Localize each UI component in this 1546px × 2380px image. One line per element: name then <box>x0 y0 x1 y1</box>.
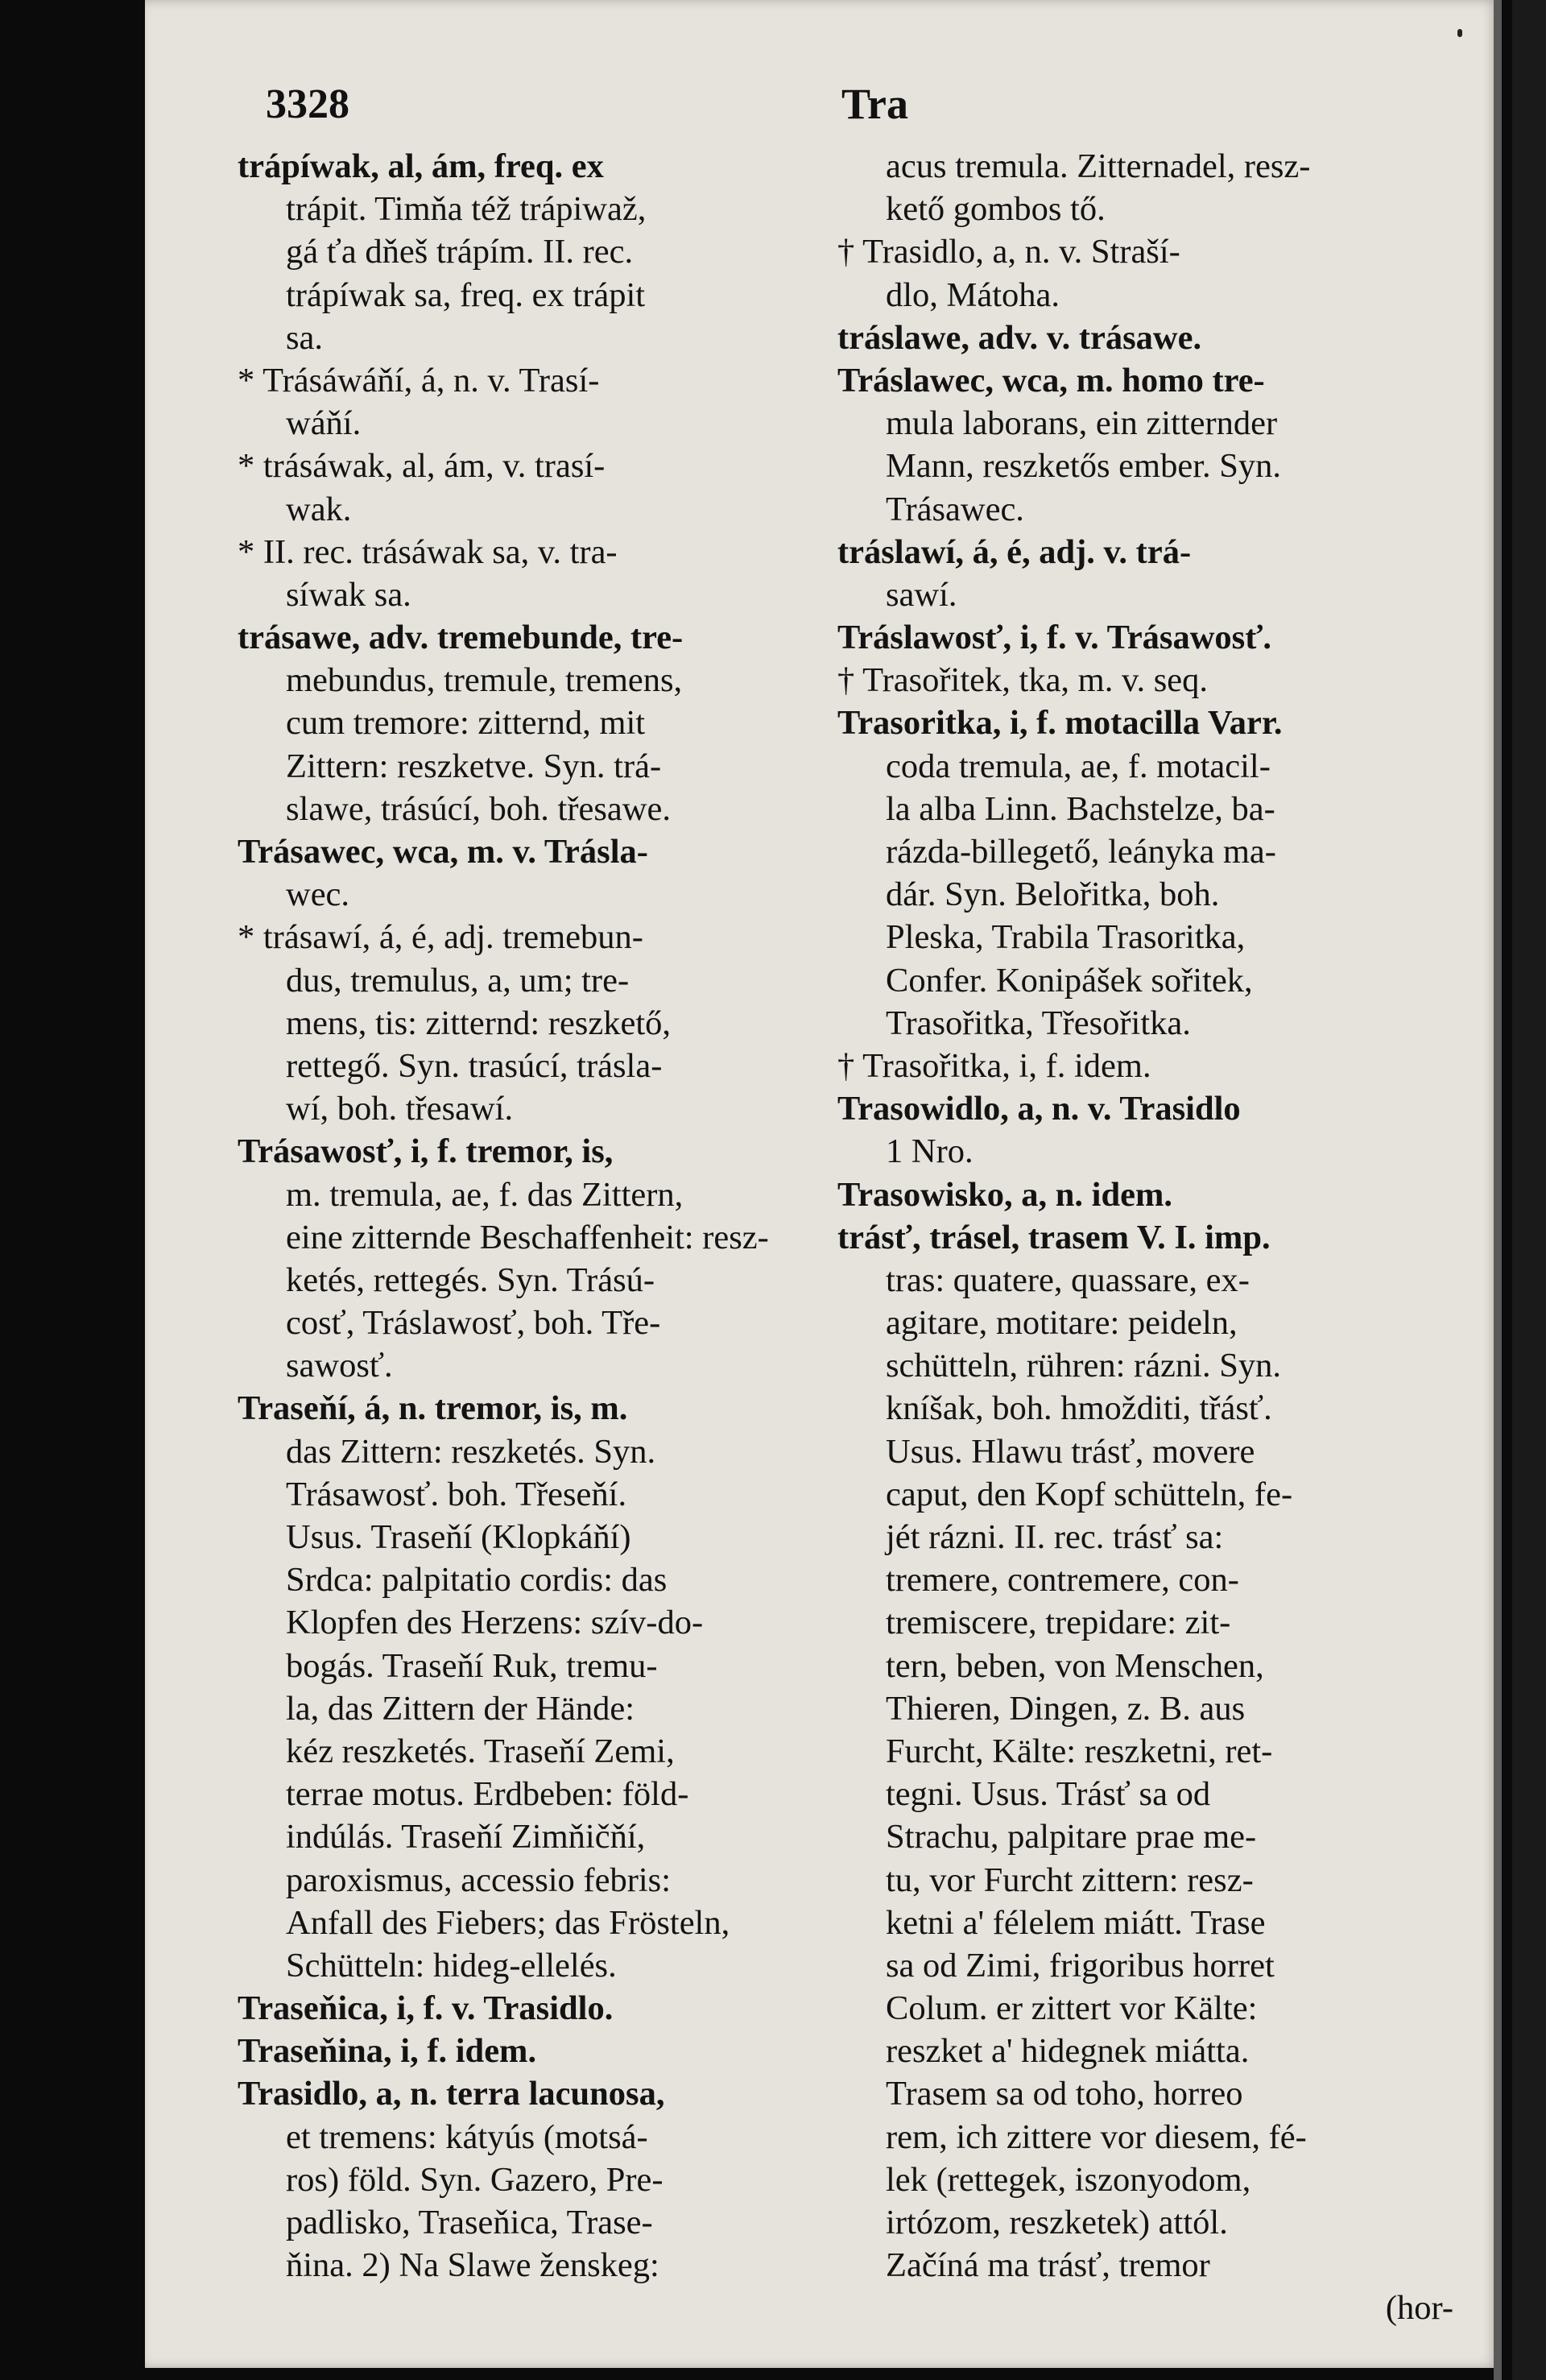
entry-line: Colum. er zittert vor Kälte: <box>886 1989 1258 2028</box>
entry-line: tegni. Usus. Trásť sa od <box>886 1775 1211 1814</box>
entry-line: Mann, reszketős ember. Syn. <box>886 447 1282 486</box>
entry-headline: trásawe, adv. tremebunde, tre- <box>238 619 684 657</box>
entry-line: trápit. Timňa též trápiwaž, <box>286 190 647 229</box>
entry-line: Pleska, Trabila Trasoritka, <box>886 918 1246 957</box>
entry-line: síwak sa. <box>286 575 411 614</box>
entry-line: wak. <box>286 490 352 528</box>
entry-line: mebundus, tremule, tremens, <box>286 661 683 700</box>
entry-line: ketés, rettegés. Syn. Trású- <box>286 1260 655 1299</box>
entry-headline: Traseňica, i, f. v. Trasidlo. <box>238 1989 614 2028</box>
entry-line: Thieren, Dingen, z. B. aus <box>886 1689 1246 1728</box>
entry-line: tremiscere, trepidare: zit- <box>886 1604 1231 1642</box>
entry-line: bogás. Traseňí Ruk, tremu- <box>286 1646 658 1685</box>
entry-line: schütteln, rühren: rázni. Syn. <box>886 1347 1281 1385</box>
entry-line: Trásawosť. boh. Třeseňí. <box>286 1475 627 1513</box>
page-number: 3328 <box>266 81 349 127</box>
entry-headline: Trasoritka, i, f. motacilla Varr. <box>837 704 1283 743</box>
entry-line: wec. <box>286 875 350 914</box>
entry-line: gá ťa dňeš trápím. II. rec. <box>286 233 634 271</box>
entry-line: das Zittern: reszketés. Syn. <box>286 1432 656 1471</box>
entry-line: ňina. 2) Na Slawe ženskeg: <box>286 2246 659 2285</box>
entry-line: m. tremula, ae, f. das Zittern, <box>286 1175 684 1214</box>
entry-headline: Traseňina, i, f. idem. <box>238 2032 537 2071</box>
entry-line: wí, boh. třesawí. <box>286 1090 514 1128</box>
page-edge <box>1494 0 1502 2380</box>
entry-headline: Tráslawec, wca, m. homo tre- <box>837 361 1265 399</box>
entry-headline: Traseňí, á, n. tremor, is, m. <box>238 1389 628 1428</box>
entry-line: 1 Nro. <box>886 1132 973 1171</box>
entry-headline: † Trasořitka, i, f. idem. <box>837 1046 1151 1085</box>
entry-line: jét rázni. II. rec. trásť sa: <box>886 1518 1224 1556</box>
entry-headline: * trásawí, á, é, adj. tremebun- <box>238 918 643 957</box>
entry-line: kníšak, boh. hmožditi, třásť. <box>886 1389 1272 1428</box>
entry-line: tras: quatere, quassare, ex- <box>886 1260 1250 1299</box>
entry-line: lek (rettegek, iszonyodom, <box>886 2160 1251 2199</box>
entry-headline: Trasidlo, a, n. terra lacunosa, <box>238 2075 665 2113</box>
entry-line: acus tremula. Zitternadel, resz- <box>886 147 1311 185</box>
entry-line: cum tremore: zitternd, mit <box>286 704 646 743</box>
entry-line: Trasořitka, Třesořitka. <box>886 1004 1191 1042</box>
entry-headline: Trasowidlo, a, n. v. Trasidlo <box>837 1090 1241 1128</box>
entry-line: trápíwak sa, freq. ex trápit <box>286 275 646 314</box>
entry-line: (hor- <box>1385 2289 1453 2328</box>
entry-line: Zittern: reszketve. Syn. trá- <box>286 747 662 785</box>
entry-headline: Trasowisko, a, n. idem. <box>837 1175 1172 1214</box>
entry-line: tu, vor Furcht zittern: resz- <box>886 1861 1254 1899</box>
entry-line: ketni a' félelem miátt. Trase <box>886 1903 1266 1942</box>
entry-line: Usus. Hlawu trásť, movere <box>886 1432 1255 1471</box>
entry-line: Trasem sa od toho, horreo <box>886 2075 1243 2113</box>
entry-headline: † Trasidlo, a, n. v. Straší- <box>837 233 1180 271</box>
entry-headline: tráslawe, adv. v. trásawe. <box>837 318 1202 357</box>
entry-headline: tráslawí, á, é, adj. v. trá- <box>837 532 1192 571</box>
entry-line: Začíná ma trásť, tremor <box>886 2246 1210 2285</box>
entry-line: mula laborans, ein zitternder <box>886 404 1278 443</box>
entry-line: Anfall des Fiebers; das Frösteln, <box>286 1903 730 1942</box>
entry-headline: trápíwak, al, ám, freq. ex <box>238 147 604 185</box>
running-head: Tra <box>841 80 908 128</box>
entry-line: wáňí. <box>286 404 362 443</box>
entry-headline: Tráslawosť, i, f. v. Trásawosť. <box>837 619 1271 657</box>
entry-line: ros) föld. Syn. Gazero, Pre- <box>286 2160 663 2199</box>
left-column <box>238 145 833 2287</box>
entry-line: Srdca: palpitatio cordis: das <box>286 1561 668 1600</box>
entry-line: dár. Syn. Belořitka, boh. <box>886 875 1220 914</box>
entry-line: coda tremula, ae, f. motacil- <box>886 747 1271 785</box>
entry-line: paroxismus, accessio febris: <box>286 1861 672 1899</box>
entry-headline: * Trásáwáňí, á, n. v. Trasí- <box>238 361 600 399</box>
entry-line: irtózom, reszketek) attól. <box>886 2204 1228 2241</box>
entry-line: Klopfen des Herzens: szív-do- <box>286 1604 704 1642</box>
entry-line: Trásawec. <box>886 490 1024 528</box>
entry-line: tern, beben, von Menschen, <box>886 1646 1264 1685</box>
entry-line: kető gombos tő. <box>886 190 1106 229</box>
entry-line: dus, tremulus, a, um; tre- <box>286 961 630 1000</box>
entry-line: eine zitternde Beschaffenheit: resz- <box>286 1218 769 1256</box>
entry-headline: trásť, trásel, trasem V. I. imp. <box>837 1218 1271 1256</box>
entry-line: slawe, trásúcí, boh. třesawe. <box>286 789 671 828</box>
entry-line: la, das Zittern der Hände: <box>286 1689 635 1728</box>
entry-line: la alba Linn. Bachstelze, ba- <box>886 789 1275 828</box>
book-gutter <box>1512 0 1546 2380</box>
entry-headline: * II. rec. trásáwak sa, v. tra- <box>238 532 618 571</box>
entry-line: mens, tis: zitternd: reszkető, <box>286 1004 672 1042</box>
entry-line: sawosť. <box>286 1347 393 1385</box>
entry-line: rázda-billegető, leányka ma- <box>886 833 1276 871</box>
entry-line: Confer. Konipášek sořitek, <box>886 961 1253 1000</box>
entry-line: rettegő. Syn. trasúcí, trásla- <box>286 1046 663 1085</box>
entry-headline: Trásawec, wca, m. v. Trásla- <box>238 833 648 871</box>
entry-line: caput, den Kopf schütteln, fe- <box>886 1475 1293 1513</box>
ink-speck <box>1457 29 1462 37</box>
entry-line: Usus. Traseňí (Klopkáňí) <box>286 1518 631 1556</box>
entry-line: Schütteln: hideg-ellelés. <box>286 1946 617 1985</box>
entry-line: kéz reszketés. Traseňí Zemi, <box>286 1732 675 1770</box>
entry-line: dlo, Mátoha. <box>886 275 1060 314</box>
entry-line: Furcht, Kälte: reszketni, ret- <box>886 1732 1273 1770</box>
entry-line: agitare, motitare: peideln, <box>886 1304 1238 1343</box>
entry-headline: † Trasořitek, tka, m. v. seq. <box>837 661 1209 700</box>
entry-line: sa. <box>286 318 324 357</box>
entry-line: indúlás. Traseňí Zimňičňí, <box>286 1818 646 1856</box>
right-column <box>837 145 1453 2330</box>
entry-line: sawí. <box>886 575 957 614</box>
entry-line: rem, ich zittere vor diesem, fé- <box>886 2117 1307 2156</box>
entry-line: Strachu, palpitare prae me- <box>886 1818 1257 1856</box>
entry-line: terrae motus. Erdbeben: föld- <box>286 1775 689 1814</box>
entry-line: tremere, contremere, con- <box>886 1561 1239 1600</box>
entry-line: sa od Zimi, frigoribus horret <box>886 1946 1275 1985</box>
entry-line: et tremens: kátyús (motsá- <box>286 2117 648 2156</box>
entry-line: padlisko, Traseňica, Trase- <box>286 2204 653 2241</box>
entry-headline: Trásawosť, i, f. tremor, is, <box>238 1132 614 1171</box>
entry-line: cosť, Tráslawosť, boh. Tře- <box>286 1304 661 1343</box>
entry-headline: * trásáwak, al, ám, v. trasí- <box>238 447 606 486</box>
entry-line: reszket a' hidegnek miátta. <box>886 2032 1250 2071</box>
